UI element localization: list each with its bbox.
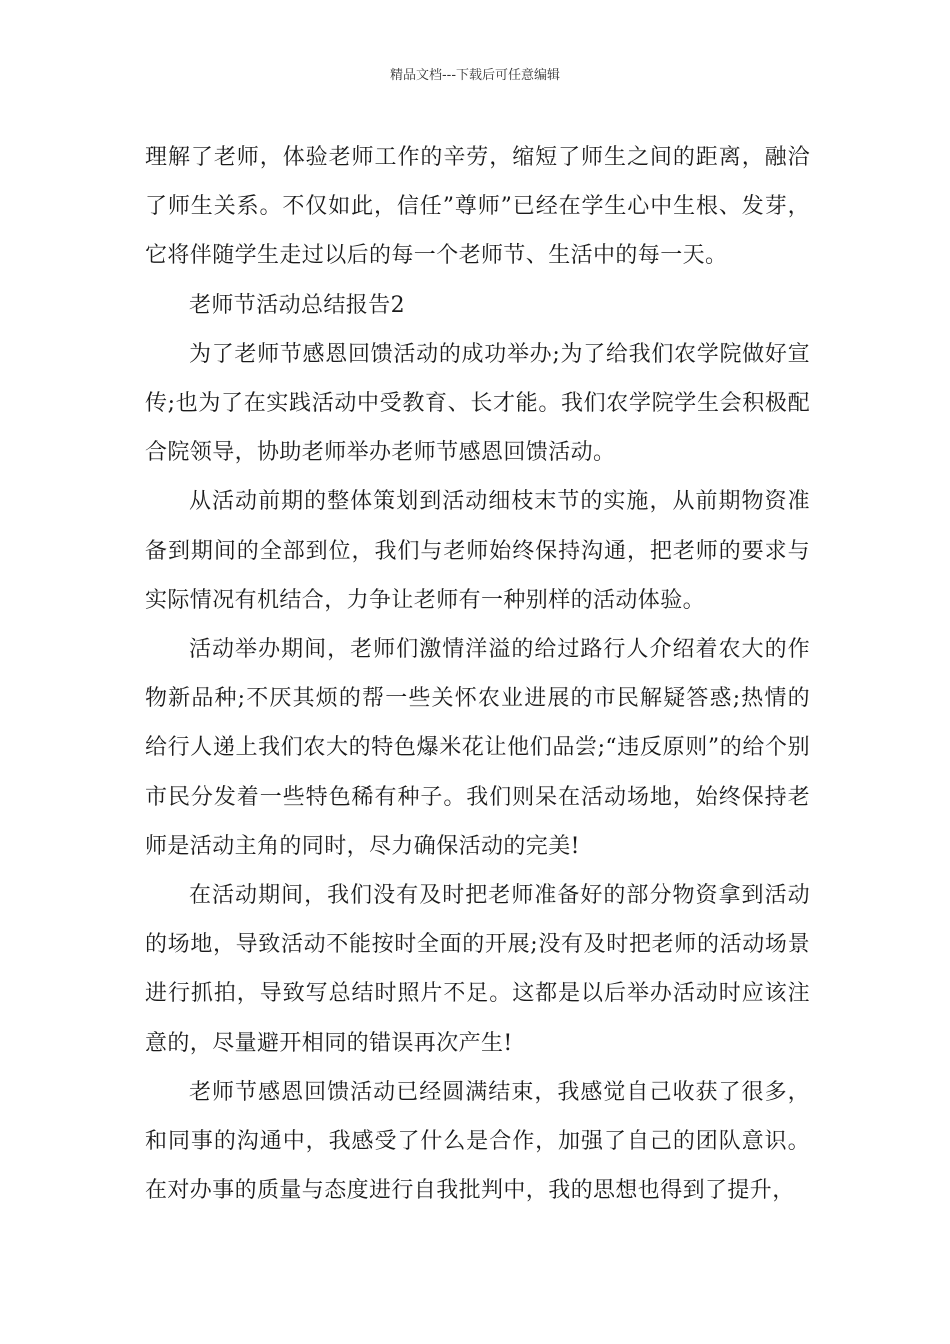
document-body [145,133,810,1215]
paragraph: 从活动前期的整体策划到活动细枝末节的实施，从前期物资准备到期间的全部到位，我们与老师始终保持沟通，把老师的要求与实际情况有机结合，力争让老师有一种别样的活动体验。 [145,489,810,613]
section-heading: 老师节活动总结报告2 [189,292,405,318]
paragraph: 为了老师节感恩回馈活动的成功举办;为了给我们农学院做好宣传;也为了在实践活动中受教育、长才能。我们农学院学生会积极配合院领导，协助老师举办老师节感恩回馈活动。 [145,341,810,466]
paragraph: 老师节感恩回馈活动已经圆满结束，我感觉自己收获了很多，和同事的沟通中，我感受了什么是合作，加强了自己的团队意识。在对办事的质量与态度进行自我批判中，我的思想也得到了提升， [145,1079,810,1204]
paragraph-continuation: 理解了老师，体验老师工作的辛劳，缩短了师生之间的距离，融洽了师生关系。不仅如此，信任”尊师”已经在学生心中生根、发芽，它将伴随学生走过以后的每一个老师节、生活中的每一天。 [145,145,810,269]
paragraph: 活动举办期间，老师们激情洋溢的给过路行人介绍着农大的作物新品种;不厌其烦的帮一些关怀农业进展的市民解疑答惑;热情的给行人递上我们农大的特色爆米花让他们品尝;“违反原则”的给个别市民分发着一些特色稀有种子。我们则呆在活动场地，始终保持老师是活动主角的同时，尽力确保活动的完美! [145,637,810,859]
paragraph: 在活动期间，我们没有及时把老师准备好的部分物资拿到活动的场地，导致活动不能按时全面的开展;没有及时把老师的活动场景进行抓拍，导致写总结时照片不足。这都是以后举办活动时应该注意的，尽量避开相同的错误再次产生! [145,883,810,1056]
page-header: 精品文档---下载后可任意编辑 [389,68,561,83]
